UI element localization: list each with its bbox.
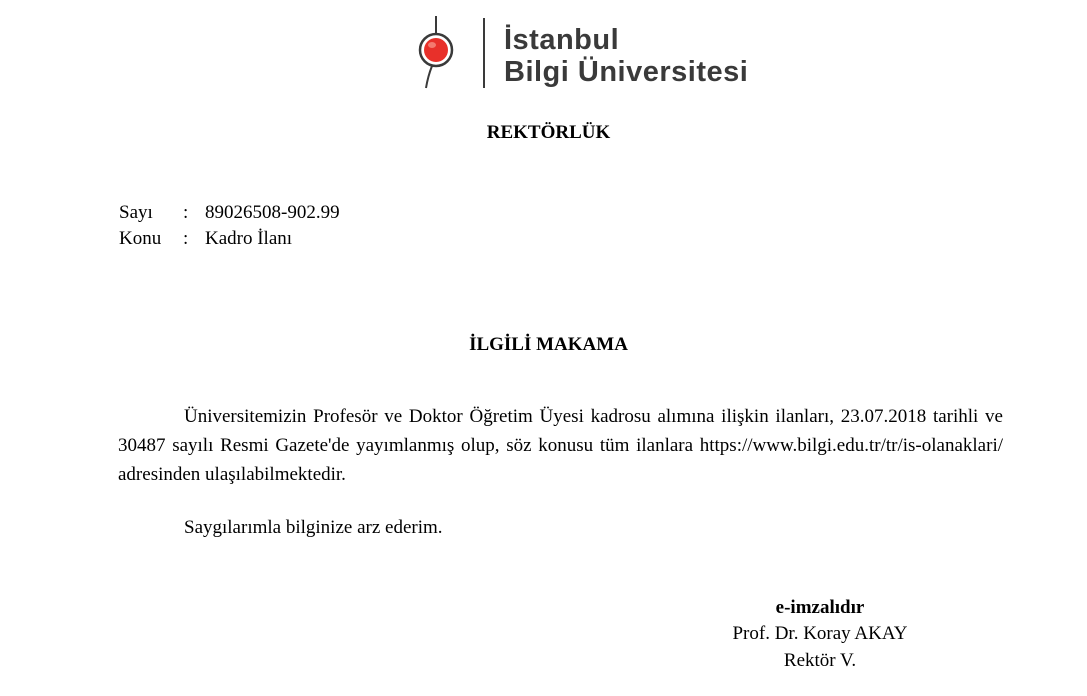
logo-text-line1: İstanbul [504,24,620,56]
signatory-name: Prof. Dr. Koray AKAY [732,623,908,644]
sayi-value: 89026508-902.99 [205,202,340,223]
body-paragraph-2: Saygılarımla bilginize arz ederim. [184,517,443,538]
sayi-separator: : [183,202,189,223]
konu-separator: : [183,228,189,249]
logo-mark-icon [416,12,456,92]
e-signature-note: e-imzalıdır [775,597,865,618]
konu-label: Konu [119,228,162,249]
signatory-title: Rektör V. [783,650,857,671]
sayi-label: Sayı [119,202,153,223]
logo-divider [483,18,485,88]
addressee-heading: İLGİLİ MAKAMA [469,334,628,355]
meta-konu-row [119,229,292,248]
office-heading: REKTÖRLÜK [486,122,611,143]
logo-text-line2: Bilgi Üniversitesi [504,56,749,88]
university-logo [416,12,749,92]
body-paragraph-1: Üniversitemizin Profesör ve Doktor Öğretim Üyesi kadrosu alımına ilişkin ilanları, 23.07.2018 tarihli ve 30487 sayılı Resmi Gazete'de yayımlanmış olup, söz konusu tüm ilanlara https://www.bilgi.edu.tr/tr/is-olanaklari/ adresinden ulaşılabilmektedir. [118,406,1003,485]
konu-value: Kadro İlanı [205,228,293,249]
meta-sayi-row [119,203,340,222]
